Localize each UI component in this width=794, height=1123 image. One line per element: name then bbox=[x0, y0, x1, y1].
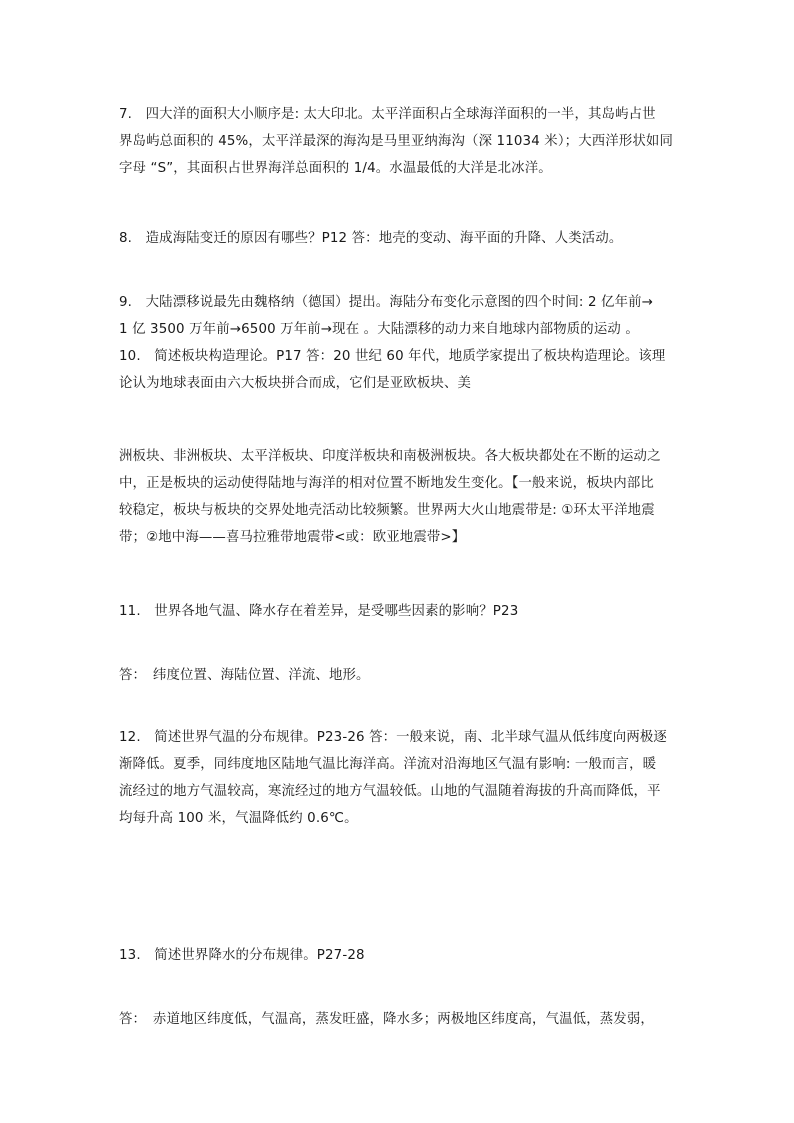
text-line: 流经过的地方气温较高，寒流经过的地方气温较低。山地的气温随着海拔的升高而降低，平 bbox=[119, 784, 661, 799]
text-line: 论认为地球表面由六大板块拼合而成，它们是亚欧板块、美 bbox=[119, 376, 472, 391]
text-line: 1 亿 3500 万年前→6500 万年前→现在 。大陆漂移的动力来自地球内部物质的运动 。 bbox=[119, 322, 639, 337]
item-10-plates-continued bbox=[119, 443, 679, 551]
text-line: 均每升高 100 米，气温降低约 0.6℃。 bbox=[119, 811, 358, 826]
text-line: 渐降低。夏季，同纬度地区陆地气温比海洋高。洋流对沿海地区气温有影响: 一般而言，暖 bbox=[119, 757, 657, 772]
text-line: 答： 赤道地区纬度低，气温高，蒸发旺盛，降水多；两极地区纬度高，气温低，蒸发弱， bbox=[119, 1012, 654, 1027]
item-9-10-continental-drift bbox=[119, 289, 679, 397]
text-line: 13. 简述世界降水的分布规律。P27-28 bbox=[119, 948, 365, 963]
item-12-temperature bbox=[119, 724, 679, 832]
item-13-answer bbox=[119, 1006, 679, 1033]
item-8-land-sea-change bbox=[119, 225, 679, 252]
text-line: 答： 纬度位置、海陆位置、洋流、地形。 bbox=[119, 668, 370, 683]
text-line: 界岛屿总面积的 45%，太平洋最深的海沟是马里亚纳海沟（深 11034 米）；大西洋形状如同 bbox=[119, 134, 673, 149]
text-line: 9. 大陆漂移说最先由魏格纳（德国）提出。海陆分布变化示意图的四个时间: 2 亿年前→ bbox=[119, 295, 654, 310]
item-7-oceans bbox=[119, 101, 679, 182]
text-line: 中，正是板块的运动使得陆地与海洋的相对位置不断地发生变化。【一般来说，板块内部比 bbox=[119, 476, 654, 491]
text-line: 带；②地中海——喜马拉雅带地震带<或：欧亚地震带>】 bbox=[119, 530, 466, 545]
item-13-question bbox=[119, 942, 679, 969]
item-11-answer bbox=[119, 662, 679, 689]
text-line: 11. 世界各地气温、降水存在着差异，是受哪些因素的影响？P23 bbox=[119, 604, 519, 619]
item-11-question bbox=[119, 598, 679, 625]
text-line: 洲板块、非洲板块、太平洋板块、印度洋板块和南极洲板块。各大板块都处在不断的运动之 bbox=[119, 449, 661, 464]
text-line: 12. 简述世界气温的分布规律。P23-26 答：一般来说，南、北半球气温从低纬度向两极逐 bbox=[119, 730, 667, 745]
text-line: 字母 “S”，其面积占世界海洋总面积的 1/4。水温最低的大洋是北冰洋。 bbox=[119, 161, 552, 176]
text-line: 8. 造成海陆变迁的原因有哪些？P12 答：地壳的变动、海平面的升降、人类活动。 bbox=[119, 231, 623, 246]
text-line: 10. 简述板块构造理论。P17 答：20 世纪 60 年代，地质学家提出了板块构造理论。该理 bbox=[119, 349, 666, 364]
text-line: 7. 四大洋的面积大小顺序是: 太大印北。太平洋面积占全球海洋面积的一半，其岛屿占世 bbox=[119, 107, 656, 122]
text-line: 较稳定，板块与板块的交界处地壳活动比较频繁。世界两大火山地震带是: ①环太平洋地震 bbox=[119, 503, 655, 518]
